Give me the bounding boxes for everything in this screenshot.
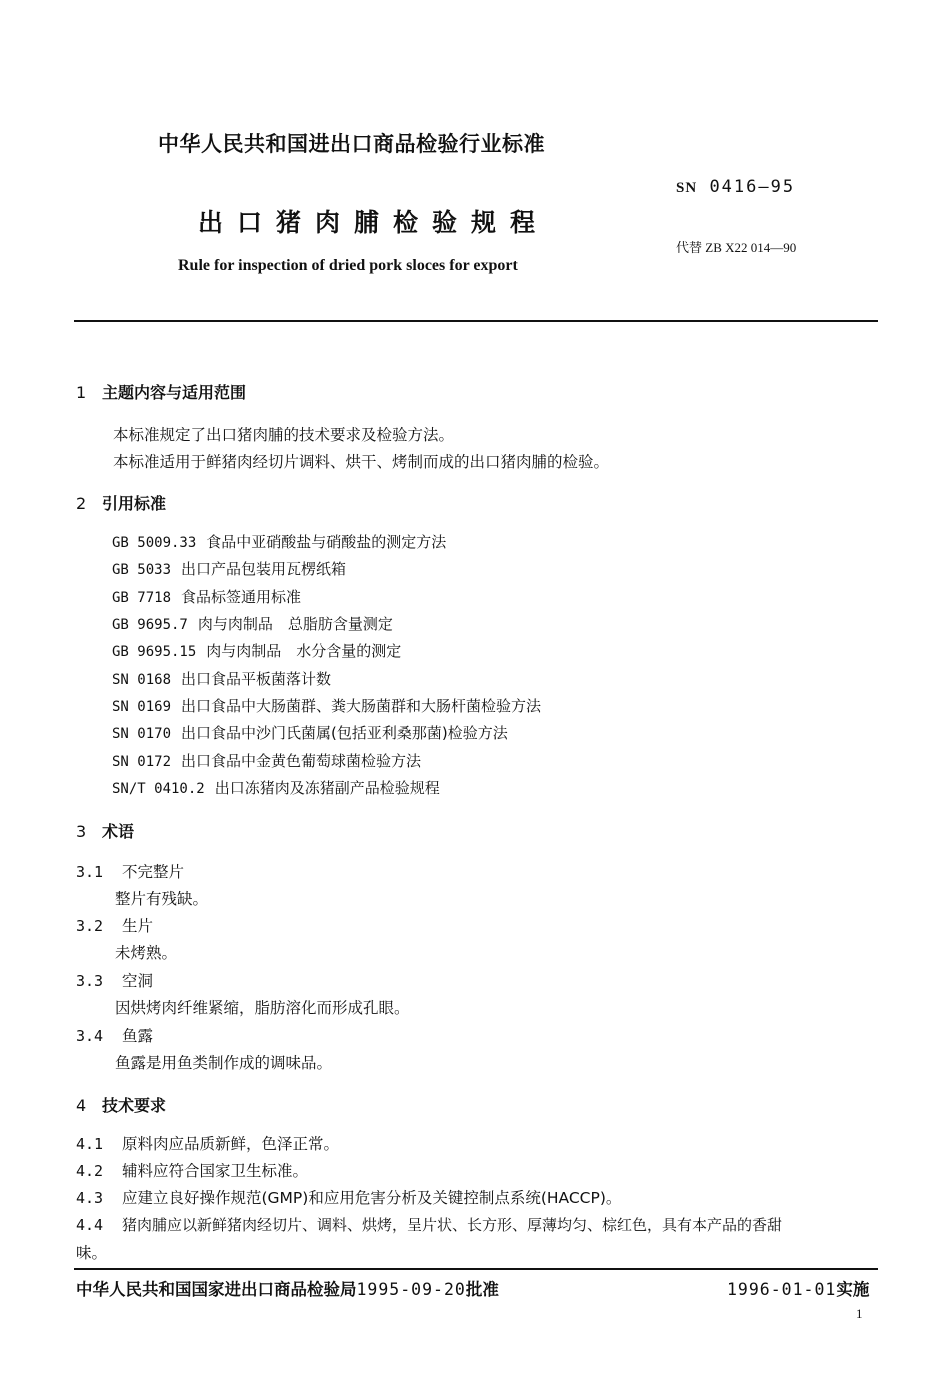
term-number: 3.1 — [76, 863, 104, 881]
reference-name: 出口产品包装用瓦楞纸箱 — [181, 560, 347, 578]
reference-item — [112, 640, 401, 661]
requirement-item — [76, 1186, 621, 1208]
issuer: 中华人民共和国国家进出口商品检验局 — [76, 1280, 357, 1299]
requirement-continuation: 味。 — [76, 1244, 108, 1262]
section-number: 4 — [76, 1096, 87, 1115]
requirement-text: 猪肉脯应以新鲜猪肉经切片、调料、烘烤，呈片状、长方形、厚薄均匀、棕红色，具有本产品的香甜 — [122, 1216, 783, 1234]
section-1-heading — [76, 380, 246, 403]
term-definition: 整片有残缺。 — [115, 890, 209, 908]
effective-label: 实施 — [836, 1280, 870, 1299]
reference-name: 食品标签通用标准 — [181, 588, 302, 606]
section-2-heading — [76, 491, 166, 514]
requirement-number: 4.2 — [76, 1162, 104, 1180]
reference-code: SN 0169 — [112, 699, 172, 715]
reference-item — [112, 558, 346, 579]
reference-code: SN 0170 — [112, 726, 172, 742]
requirement-number: 4.4 — [76, 1216, 104, 1234]
section-number: 1 — [76, 383, 87, 402]
effective-date: 1996-01-01 — [727, 1280, 837, 1299]
reference-name: 肉与肉制品 水分含量的测定 — [206, 642, 402, 660]
reference-name: 食品中亚硝酸盐与硝酸盐的测定方法 — [206, 533, 447, 551]
requirement-text: 辅料应符合国家卫生标准。 — [122, 1162, 309, 1180]
reference-code: SN 0168 — [112, 672, 172, 688]
reference-item — [112, 531, 446, 552]
reference-item — [112, 613, 393, 634]
effective-line — [727, 1276, 869, 1300]
section-title: 技术要求 — [102, 1096, 167, 1115]
reference-code: GB 5033 — [112, 562, 172, 578]
reference-code: GB 7718 — [112, 590, 172, 606]
term-name: 生片 — [122, 917, 154, 935]
term-definition: 因烘烤肉纤维紧缩，脂肪溶化而形成孔眼。 — [115, 999, 410, 1017]
reference-item — [112, 750, 421, 771]
term-number: 3.3 — [76, 972, 104, 990]
term-definition: 鱼露是用鱼类制作成的调味品。 — [115, 1054, 333, 1072]
reference-code: GB 9695.15 — [112, 644, 197, 660]
reference-code: SN 0172 — [112, 754, 172, 770]
reference-name: 出口食品中沙门氏菌属(包括亚利桑那菌)检验方法 — [181, 724, 508, 742]
document-title-en: Rule for inspection of dried pork sloces for export — [178, 257, 518, 274]
reference-item — [112, 777, 440, 798]
reference-code: GB 9695.7 — [112, 617, 188, 633]
section-4-heading — [76, 1093, 166, 1116]
section-title: 术语 — [102, 822, 135, 841]
approved-label: 批准 — [465, 1280, 499, 1299]
requirement-text: 原料肉应品质新鲜，色泽正常。 — [122, 1135, 340, 1153]
term-name: 鱼露 — [122, 1027, 154, 1045]
header-divider — [74, 320, 878, 322]
reference-code: SN/T 0410.2 — [112, 781, 205, 797]
reference-code: GB 5009.33 — [112, 535, 197, 551]
reference-name: 肉与肉制品 总脂肪含量测定 — [197, 615, 393, 633]
reference-name: 出口食品中大肠菌群、粪大肠菌群和大肠杆菌检验方法 — [181, 697, 542, 715]
reference-item — [112, 695, 541, 716]
reference-name: 出口冻猪肉及冻猪副产品检验规程 — [214, 779, 440, 797]
standard-code: 0416—95 — [709, 177, 796, 197]
term-heading — [76, 860, 184, 882]
term-heading — [76, 914, 153, 936]
section-number: 3 — [76, 822, 87, 841]
requirement-item — [76, 1159, 308, 1181]
term-number: 3.4 — [76, 1027, 104, 1045]
requirement-item — [76, 1214, 782, 1235]
standard-prefix: SN — [676, 180, 698, 196]
requirement-number: 4.1 — [76, 1135, 104, 1153]
reference-item — [112, 586, 301, 607]
term-name: 不完整片 — [122, 863, 185, 881]
term-definition: 未烤熟。 — [115, 944, 178, 962]
section-3-heading — [76, 819, 134, 842]
term-name: 空洞 — [122, 972, 154, 990]
section-number: 2 — [76, 494, 87, 513]
requirement-number: 4.3 — [76, 1189, 104, 1207]
document-title-cn: 出口猪肉脯检验规程 — [198, 208, 550, 237]
term-heading — [76, 969, 153, 991]
reference-name: 出口食品中金黄色葡萄球菌检验方法 — [181, 752, 422, 770]
page-number: 1 — [856, 1306, 863, 1321]
section-title: 引用标准 — [102, 494, 167, 513]
requirement-text: 应建立良好操作规范(GMP)和应用危害分析及关键控制点系统(HACCP)。 — [122, 1189, 622, 1207]
section-1-para-1: 本标准规定了出口猪肉脯的技术要求及检验方法。 — [113, 426, 455, 444]
section-1-para-2: 本标准适用于鲜猪肉经切片调料、烘干、烤制而成的出口猪肉脯的检验。 — [113, 453, 610, 471]
reference-item — [112, 722, 508, 743]
footer-divider — [74, 1268, 878, 1270]
term-number: 3.2 — [76, 917, 104, 935]
standard-number — [676, 177, 795, 197]
org-title: 中华人民共和国进出口商品检验行业标准 — [158, 132, 545, 156]
approved-date: 1995-09-20 — [356, 1280, 466, 1299]
reference-item — [112, 668, 331, 689]
requirement-item — [76, 1132, 339, 1154]
term-heading — [76, 1024, 153, 1046]
approval-line — [76, 1276, 499, 1300]
reference-name: 出口食品平板菌落计数 — [181, 670, 332, 688]
replaces-note: 代替 ZB X22 014—90 — [676, 240, 797, 255]
section-title: 主题内容与适用范围 — [102, 383, 247, 402]
